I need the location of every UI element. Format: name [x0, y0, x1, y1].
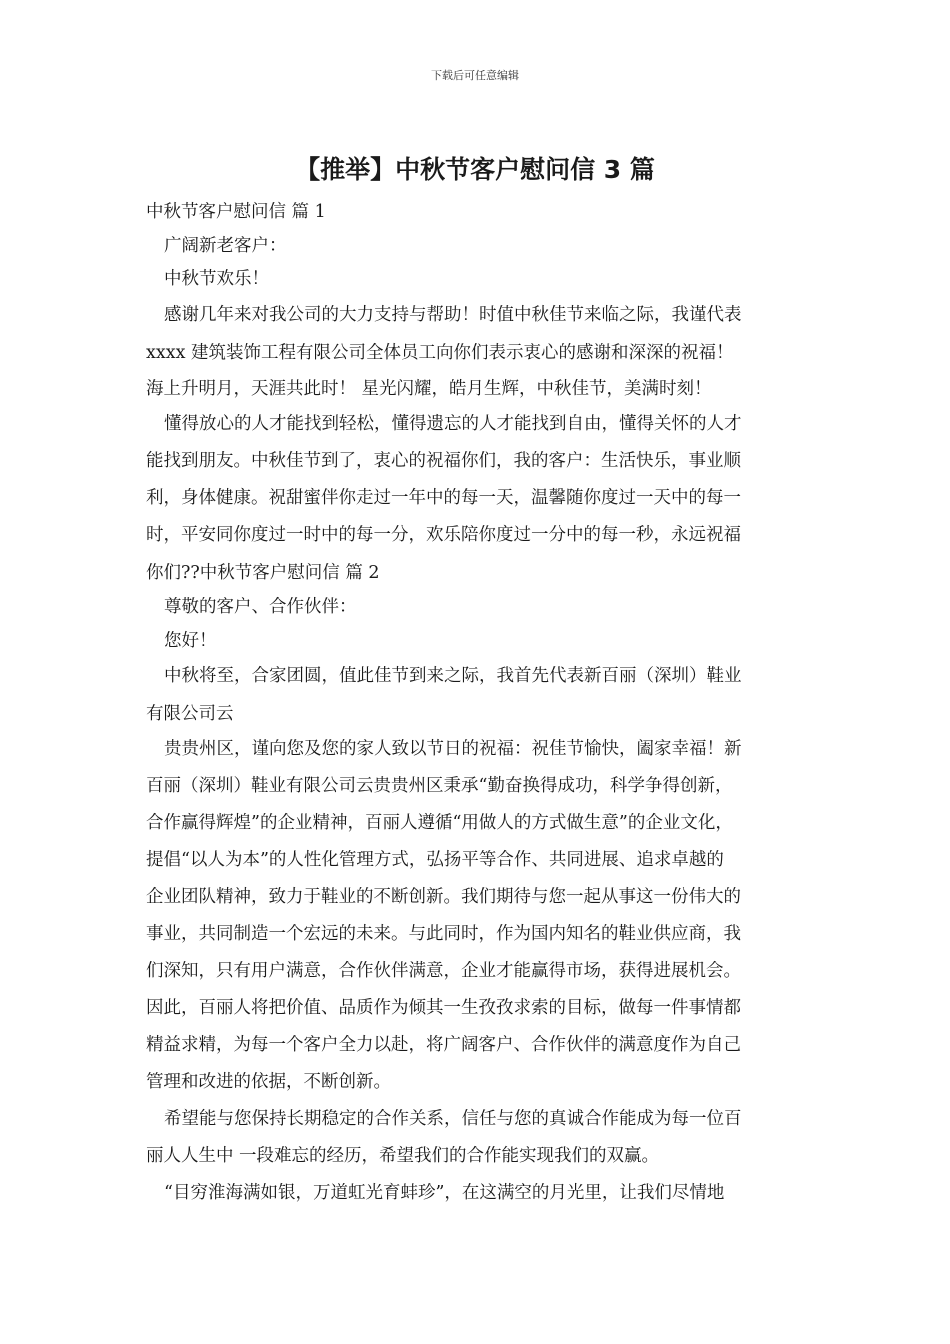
text-line: 利，身体健康。祝甜蜜伴你走过一年中的每一天，温馨随你度过一天中的每一: [146, 488, 741, 508]
text-line: 管理和改进的依据，不断创新。: [146, 1072, 391, 1092]
text-line: 企业团队精神，致力于鞋业的不断创新。我们期待与您一起从事这一份伟大的: [146, 887, 741, 907]
text-line: 贵贵州区，谨向您及您的家人致以节日的祝福：祝佳节愉快，阖家幸福！新: [164, 739, 742, 759]
text-line: 时，平安同你度过一时中的每一分，欢乐陪你度过一分中的每一秒，永远祝福: [146, 525, 741, 545]
text-line: 你们??中秋节客户慰问信 篇 2: [146, 563, 380, 583]
text-line: 们深知，只有用户满意，合作伙伴满意，企业才能赢得市场，获得进展机会。: [146, 961, 741, 981]
text-line: “目穷淮海满如银，万道虹光育蚌珍”，在这满空的月光里，让我们尽情地: [164, 1183, 725, 1203]
text-line: 懂得放心的人才能找到轻松，懂得遗忘的人才能找到自由，懂得关怀的人才: [164, 414, 742, 434]
text-line: 感谢几年来对我公司的大力支持与帮助！时值中秋佳节来临之际，我谨代表: [164, 305, 742, 325]
text-line: 希望能与您保持长期稳定的合作关系，信任与您的真诚合作能成为每一位百: [164, 1109, 742, 1129]
text-line: 精益求精，为每一个客户全力以赴，将广阔客户、合作伙伴的满意度作为自己: [146, 1035, 741, 1055]
text-line: 中秋节欢乐！: [164, 269, 269, 289]
text-line: xxxx 建筑装饰工程有限公司全体员工向你们表示衷心的感谢和深深的祝福！: [146, 343, 734, 363]
text-line: 尊敬的客户、合作伙伴：: [164, 597, 357, 617]
text-line: 因此，百丽人将把价值、品质作为倾其一生孜孜求索的目标，做每一件事情都: [146, 998, 741, 1018]
header-note: 下载后可任意编辑: [431, 69, 519, 82]
text-line: 有限公司云: [146, 704, 234, 724]
text-line: 能找到朋友。中秋佳节到了，衷心的祝福你们，我的客户：生活快乐，事业顺: [146, 451, 741, 471]
text-line: 中秋将至，合家团圆，值此佳节到来之际，我首先代表新百丽（深圳）鞋业: [164, 666, 742, 686]
text-line: 您好！: [164, 631, 217, 651]
text-line: 百丽（深圳）鞋业有限公司云贵贵州区秉承“勤奋换得成功，科学争得创新，: [146, 776, 733, 796]
section-heading: 中秋节客户慰问信 篇 1: [146, 202, 326, 222]
text-line: 事业，共同制造一个宏远的未来。与此同时，作为国内知名的鞋业供应商，我: [146, 924, 741, 944]
text-line: 海上升明月，天涯共此时！ 星光闪耀，皓月生辉，中秋佳节，美满时刻！: [146, 379, 712, 399]
text-line: 广阔新老客户：: [164, 236, 287, 256]
text-line: 丽人人生中 一段难忘的经历，希望我们的合作能实现我们的双赢。: [146, 1146, 660, 1166]
text-line: 提倡“以人为本”的人性化管理方式，弘扬平等合作、共同进展、追求卓越的: [146, 850, 724, 870]
text-line: 合作赢得辉煌”的企业精神，百丽人遵循“用做人的方式做生意”的企业文化，: [146, 813, 733, 833]
document-title: 【推举】中秋节客户慰问信 3 篇: [295, 155, 655, 184]
